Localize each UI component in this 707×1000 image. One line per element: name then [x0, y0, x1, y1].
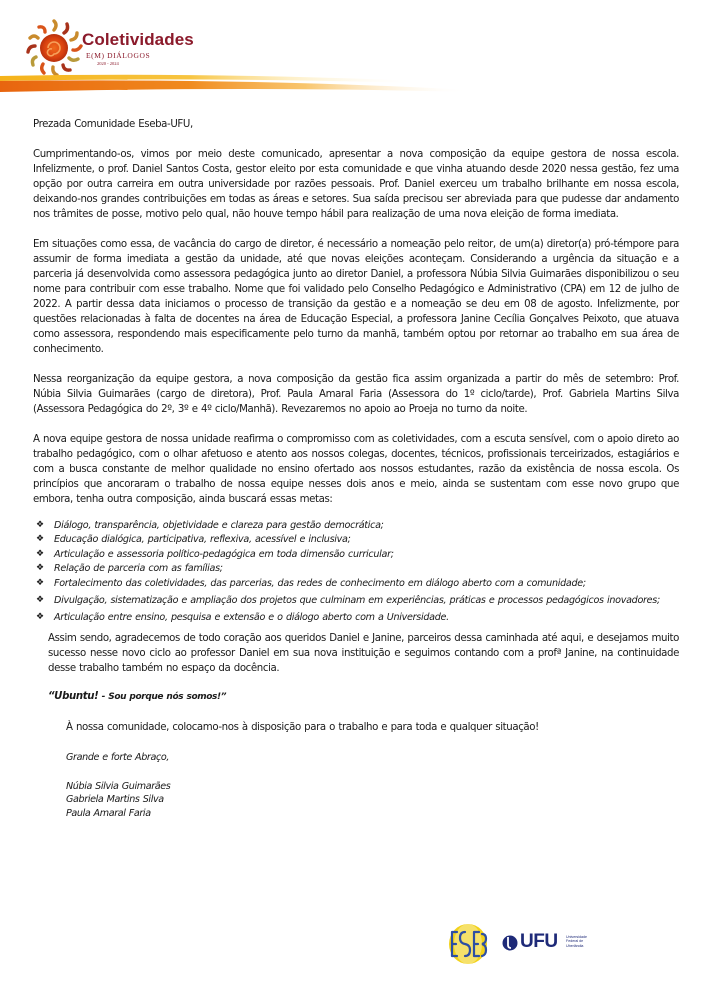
- ufu-logo-text: UFU: [520, 931, 558, 952]
- goal-item: ❖ Articulação entre ensino, pesquisa e extensão e o diálogo aberto com a Universidade.: [36, 612, 449, 624]
- paragraph-commitment: A nova equipe gestora de nossa unidade reafirma o compromisso com as coletividades, com a escuta sensível, com o apoio direto ao trabalho pedagógico, com o olhar afetuoso e atento aos nossos colegas, docentes, técnicos, profissionais terceirizados, estagiários e com a busca constante de melhor qualidade no ensino ofertado aos nossos estudantes, razão da existência de nossa escola. Os princípios que ancoraram o trabalho de nossa equipe nesses dois anos e meio, ainda se sustentam com esse novo grupo que embora, tenha outra composição, ainda buscará essas metas:: [33, 434, 679, 505]
- goal-item: ❖ Fortalecimento das coletividades, das parcerias, das redes de conhecimento em diálogo aberto com a comunidade;: [36, 577, 586, 589]
- signature-name: Paula Amaral Faria: [66, 807, 151, 819]
- goal-item: ❖ Articulação e assessoria político-pedagógica em toda dimensão curricular;: [36, 548, 394, 560]
- signatures: [33, 780, 679, 821]
- coletividades-sun-logo-icon: [22, 16, 86, 80]
- footer-logos: [447, 922, 637, 966]
- goal-item: ❖ Educação dialógica, participativa, reflexiva, acessível e inclusiva;: [36, 534, 351, 546]
- diamond-bullet-icon: ❖: [36, 577, 44, 588]
- signature-name: Núbia Silvia Guimarães: [66, 780, 171, 792]
- diamond-bullet-icon: ❖: [36, 534, 44, 545]
- brand-years: 2020 - 2024: [97, 61, 119, 66]
- paragraph-vacancy: Em situações como essa, de vacância do cargo de diretor, é necessário a nomeação pelo reitor, de um(a) diretor(a) pró-témpore para assumir de forma imediata a gestão da unidade, até que novas eleições aconteçam. Considerando a urgência da situação e a parceria já desenvolvida como assessora pedagógica junto ao diretor Daniel, a professora Núbia Silvia Guimarães disponibilizou o seu nome para contribuir com esse trabalho. Nome que foi validado pelo Conselho Pedagógico e Administrativo (CPA) em 12 de julho de 2022. A partir dessa data iniciamos o processo de transição da gestão e a nomeação se deu em 08 de agosto. Infelizmente, por questões relacionadas à falta de docentes na área de Educação Especial, a professora Janine Cecília Gonçalves Peixoto, que atuava como assessora, respondendo mais especificamente pelo turno da manhã, também optou por retornar ao trabalho em sua área de conhecimento.: [33, 239, 679, 355]
- greeting: Prezada Comunidade Eseba-UFU,: [33, 119, 193, 130]
- brand-title: Coletividades: [82, 30, 194, 49]
- paragraph-intro: Cumprimentando-os, vimos por meio deste comunicado, apresentar a nova composição da equipe gestora de nossa escola. Infelizmente, o prof. Daniel Santos Costa, gestor eleito por esta comunidade e que vinha atuando desde 2020 nessa gestão, fez uma opção por outra carreira em outra universidade por razões pessoais. Prof. Daniel exerceu um trabalho brilhante em nossa escola, deixando-nos grandes contribuições em todas as áreas e setores. Sua saída precisou ser abreviada para que pudesse dar andamento nos trâmites de posse, motivo pelo qual, não houve tempo hábil para realização de uma nova eleição de forma imediata.: [33, 149, 679, 220]
- brand-subtitle: E(M) DIÁLOGOS: [86, 51, 151, 60]
- diamond-bullet-icon: ❖: [36, 612, 44, 623]
- availability-statement: À nossa comunidade, colocamo-nos à disposição para o trabalho e para toda e qualquer situação!: [66, 721, 539, 733]
- ufu-mark-icon: [502, 934, 518, 952]
- goals-list: [33, 519, 679, 625]
- diamond-bullet-icon: ❖: [36, 548, 44, 559]
- diamond-bullet-icon: ❖: [36, 520, 44, 530]
- paragraph-closing: Assim sendo, agradecemos de todo coração aos queridos Daniel e Janine, parceiros dessa caminhada até aqui, e desejamos muito sucesso nesse novo ciclo ao professor Daniel em sua nova instituição e seguimos contando com a profª Janine, na continuidade desse trabalho também no espaço da docência.: [48, 632, 679, 674]
- header-swoosh: [0, 72, 707, 94]
- goal-item: ❖ Divulgação, sistematização e ampliação dos projetos que culminam em experiências, práticas e processos pedagógicos inovadores;: [36, 595, 660, 607]
- signoff: Grande e forte Abraço,: [66, 751, 170, 763]
- goal-item: ❖ Diálogo, transparência, objetividade e clareza para gestão democrática;: [36, 520, 384, 531]
- diamond-bullet-icon: ❖: [36, 563, 44, 574]
- letterhead: [0, 0, 707, 95]
- diamond-bullet-icon: ❖: [36, 595, 44, 606]
- eseba-logo-icon: [447, 922, 489, 966]
- signature-name: Gabriela Martins Silva: [66, 794, 164, 806]
- letter-body: [33, 117, 679, 820]
- motto-main: “Ubuntu!: [48, 690, 99, 702]
- goal-item: ❖ Relação de parceria com as famílias;: [36, 563, 223, 575]
- paragraph-reorganization: Nessa reorganização da equipe gestora, a nova composição da gestão fica assim organizada a partir do mês de setembro: Prof. Núbia Silvia Guimarães (cargo de diretora), Prof. Paula Amaral Faria (Assessora do 1º ciclo/tarde), Prof. Gabriela Martins Silva (Assessora Pedagógica do 2º, 3º e 4º ciclo/Manhã). Revezaremos no apoio ao Proeja no turno da noite.: [33, 374, 679, 415]
- ufu-full-name: Universidade Federal de Uberlândia: [566, 935, 587, 948]
- motto: [33, 689, 679, 705]
- motto-rest: - Sou porque nós somos!”: [98, 691, 227, 702]
